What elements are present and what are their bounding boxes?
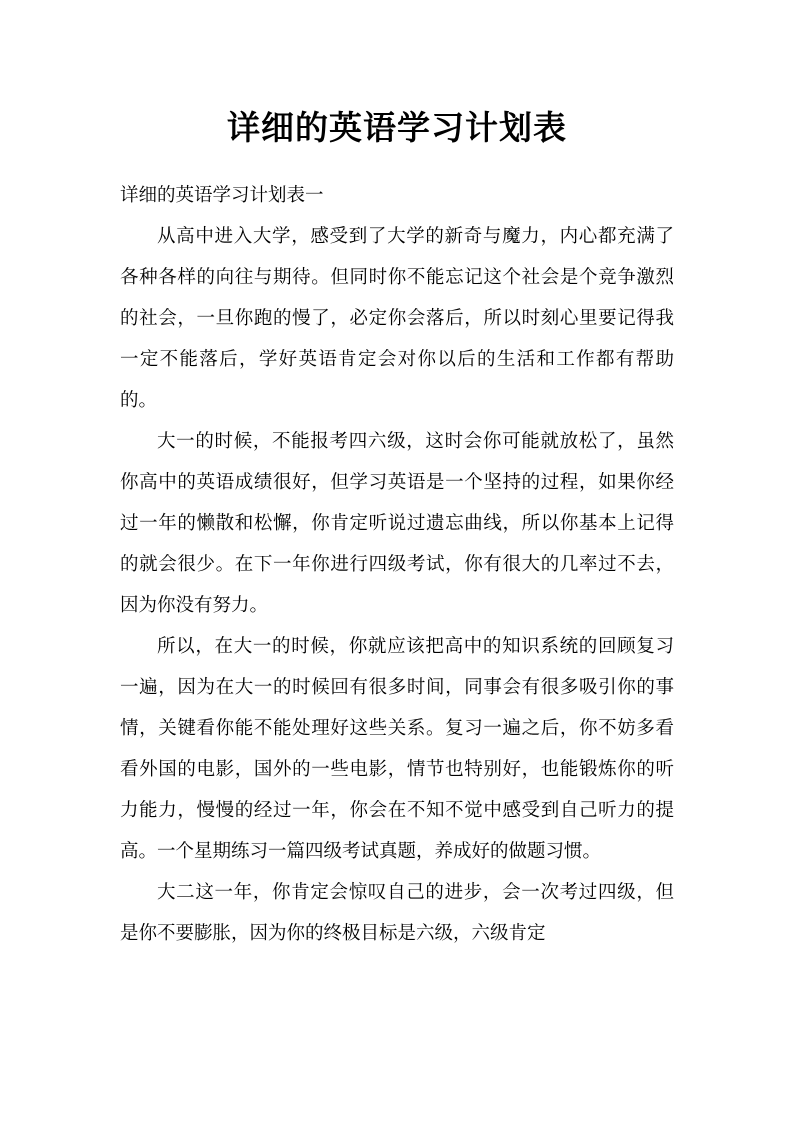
document-body [120, 175, 674, 954]
paragraph-3: 所以，在大一的时候，你就应该把高中的知识系统的回顾复习一遍，因为在大一的时候回有很多时间，同事会有很多吸引你的事情，关键看你能不能处理好这些关系。复习一遍之后，你不妨多看看外国的电影，国外的一些电影，情节也特别好，也能锻炼你的听力能力，慢慢的经过一年，你会在不知不觉中感受到自己听力的提高。一个星期练习一篇四级考试真题，养成好的做题习惯。 [120, 636, 674, 862]
document-title: 详细的英语学习计划表 [227, 108, 567, 147]
paragraph-2: 大一的时候，不能报考四六级，这时会你可能就放松了，虽然你高中的英语成绩很好，但学习英语是一个坚持的过程，如果你经过一年的懒散和松懈，你肯定听说过遗忘曲线，所以你基本上记得的就会很少。在下一年你进行四级考试，你有很大的几率过不去，因为你没有努力。 [120, 431, 674, 616]
paragraph-1: 从高中进入大学，感受到了大学的新奇与魔力，内心都充满了各种各样的向往与期待。但同时你不能忘记这个社会是个竞争激烈的社会，一旦你跑的慢了，必定你会落后，所以时刻心里要记得我一定不能落后，学好英语肯定会对你以后的生活和工作都有帮助的。 [120, 226, 674, 411]
paragraph-4: 大二这一年，你肯定会惊叹自己的进步，会一次考过四级，但是你不要膨胀，因为你的终极目标是六级，六级肯定 [120, 882, 674, 944]
section-subtitle: 详细的英语学习计划表一 [120, 185, 324, 206]
